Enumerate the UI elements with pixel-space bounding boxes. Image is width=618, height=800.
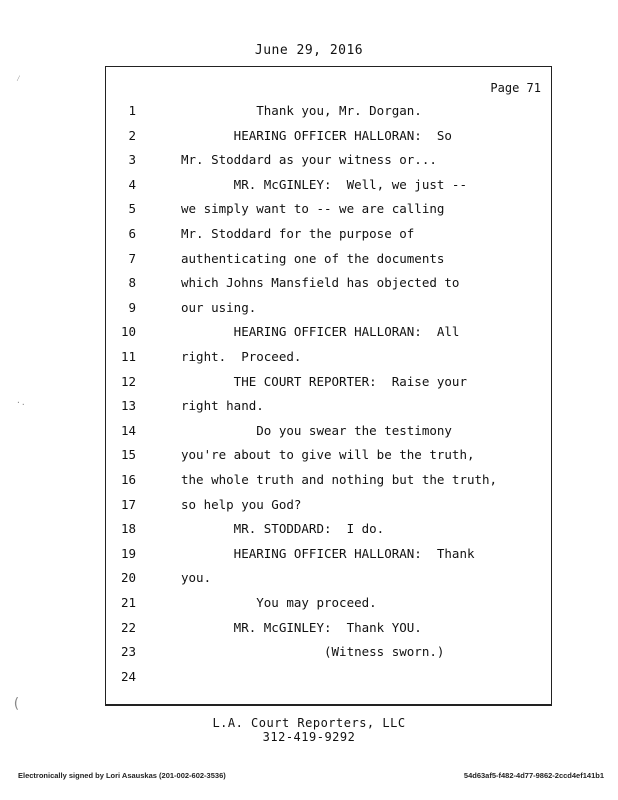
line-number: 20 (120, 570, 136, 586)
transcript-line (106, 423, 551, 443)
line-text: Mr. Stoddard as your witness or... (181, 152, 437, 168)
transcript-line (106, 128, 551, 148)
line-number: 10 (120, 324, 136, 340)
line-text: MR. McGINLEY: Thank YOU. (181, 619, 422, 635)
line-number: 17 (120, 496, 136, 512)
transcript-line (106, 251, 551, 271)
line-text: Thank you, Mr. Dorgan. (181, 103, 422, 118)
line-number: 11 (120, 349, 136, 364)
line-text: authenticating one of the documents (181, 250, 445, 266)
transcript-line (106, 644, 551, 664)
line-text: you. (181, 570, 212, 586)
page-number: Page 71 (490, 81, 541, 95)
transcript-line (106, 324, 551, 344)
line-number: 9 (128, 299, 136, 315)
line-number: 18 (120, 521, 136, 537)
transcript-line (106, 152, 551, 172)
line-number: 22 (120, 619, 136, 635)
line-number: 15 (120, 447, 136, 463)
line-text: MR. McGINLEY: Well, we just -- (181, 176, 467, 192)
transcript-page-frame (105, 66, 552, 706)
transcript-line (106, 669, 551, 689)
line-number: 14 (120, 422, 136, 438)
line-text: we simply want to -- we are calling (181, 201, 445, 217)
transcript-line (106, 472, 551, 492)
line-text: which Johns Mansfield has objected to (181, 275, 460, 291)
transcript-line (106, 374, 551, 394)
transcript-line (106, 521, 551, 541)
line-number: 12 (120, 373, 136, 389)
line-number: 5 (128, 201, 136, 217)
transcript-line (106, 620, 551, 640)
line-text: Mr. Stoddard for the purpose of (181, 226, 415, 241)
court-reporter-phone: 312-419-9292 (262, 730, 356, 744)
line-number: 6 (128, 226, 136, 241)
line-text: the whole truth and nothing but the truth, (181, 472, 498, 487)
transcript-line (106, 226, 551, 246)
line-text: HEARING OFFICER HALLORAN: All (181, 324, 460, 340)
line-text: MR. STODDARD: I do. (181, 521, 385, 537)
transcript-line (106, 275, 551, 295)
line-number: 2 (128, 127, 136, 143)
line-number: 24 (120, 668, 136, 684)
transcript-line (106, 546, 551, 566)
line-text: our using. (181, 299, 257, 315)
line-text: Do you swear the testimony (181, 422, 452, 438)
line-text: (Witness sworn.) (181, 644, 445, 660)
line-number: 16 (120, 472, 136, 487)
line-text: right. Proceed. (181, 349, 302, 364)
scan-speck: ·. (16, 398, 26, 407)
electronic-signature: Electronically signed by Lori Asauskas (201-002-602-3536) (18, 771, 226, 780)
line-number: 21 (120, 595, 136, 610)
line-number: 8 (128, 275, 136, 291)
line-number: 3 (128, 152, 136, 168)
court-reporter-name: L.A. Court Reporters, LLC (212, 716, 406, 730)
line-text: right hand. (181, 398, 264, 414)
line-number: 7 (128, 250, 136, 266)
line-text: you're about to give will be the truth, (181, 447, 475, 463)
transcript-line (106, 349, 551, 369)
line-text: so help you God? (181, 496, 302, 512)
transcript-line (106, 497, 551, 517)
line-number: 19 (120, 545, 136, 561)
transcript-line (106, 300, 551, 320)
transcript-line (106, 201, 551, 221)
document-id: 54d63af5-f482-4d77-9862-2ccd4ef141b1 (463, 771, 604, 780)
line-number: 1 (128, 103, 136, 118)
transcript-line (106, 570, 551, 590)
line-text: You may proceed. (181, 595, 377, 610)
line-text: THE COURT REPORTER: Raise your (181, 373, 467, 389)
line-number: 13 (120, 398, 136, 414)
transcript-line (106, 103, 551, 123)
transcript-line (106, 447, 551, 467)
transcript-line (106, 398, 551, 418)
transcript-date: June 29, 2016 (254, 43, 364, 58)
line-text: HEARING OFFICER HALLORAN: Thank (181, 545, 475, 561)
scan-speck: ⁄ (16, 74, 21, 83)
transcript-line (106, 177, 551, 197)
scan-mark: ( (12, 696, 21, 712)
line-number: 4 (128, 176, 136, 192)
transcript-line (106, 595, 551, 615)
line-number: 23 (120, 644, 136, 660)
line-text: HEARING OFFICER HALLORAN: So (181, 127, 452, 143)
